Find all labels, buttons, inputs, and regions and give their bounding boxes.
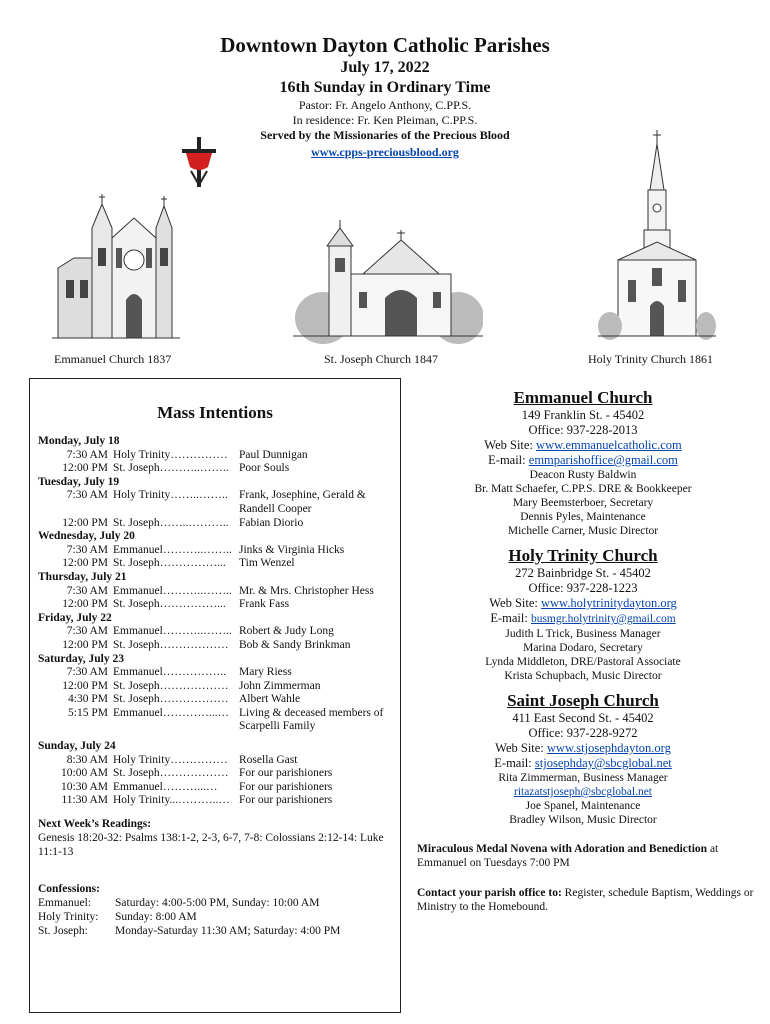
web-label: Web Site: [489, 596, 541, 610]
mass-day-heading: Monday, July 18 [38, 435, 120, 447]
mass-entry [38, 767, 398, 781]
novena-notice [417, 842, 757, 870]
website-link[interactable]: www.cpps-preciousblood.org [311, 145, 459, 159]
st-joseph-name: Saint Joseph Church [507, 691, 659, 710]
mass-intention: Rosella Gast [239, 753, 298, 766]
mass-time: 11:30 AM [61, 794, 108, 807]
confessions-label: Confessions: [38, 883, 100, 895]
holy-trinity-name: Holy Trinity Church [508, 546, 658, 565]
mass-place: Emmanuel………..…….. [113, 543, 232, 556]
mass-entry [38, 544, 398, 558]
mass-place: Emmanuel…………….. [113, 666, 227, 679]
staff-line: Dennis Pyles, Maintenance [520, 511, 646, 523]
page-title: Downtown Dayton Catholic Parishes [220, 33, 550, 57]
mass-time: 4:30 PM [68, 693, 108, 706]
web-label: Web Site: [484, 438, 537, 452]
staff-line: Bradley Wilson, Music Director [509, 814, 657, 826]
mass-place: St. Joseph……………… [113, 679, 229, 692]
emmanuel-info [408, 388, 758, 538]
mass-place: Holy Trinity…………… [113, 753, 228, 766]
mass-place: St. Joseph……..……….. [113, 516, 229, 529]
mass-place: St. Joseph………..…….. [113, 462, 229, 475]
st-joseph-email-link[interactable]: stjosephday@sbcglobal.net [534, 756, 672, 770]
emmanuel-name: Emmanuel Church [513, 388, 653, 407]
mass-time: 7:30 AM [66, 625, 108, 638]
mass-time: 12:00 PM [62, 557, 108, 570]
readings-label: Next Week’s Readings: [38, 818, 152, 830]
mass-time: 12:00 PM [62, 516, 108, 529]
mass-intention: Fabian Diorio [239, 516, 304, 529]
mass-place: Emmanuel………...… [113, 780, 218, 793]
mass-place: Holy Trinity…………… [113, 448, 228, 461]
mass-time: 7:30 AM [66, 584, 108, 597]
mass-intentions-box [29, 378, 401, 1013]
liturgical-day: 16th Sunday in Ordinary Time [279, 79, 491, 96]
st-joseph-address: 411 East Second St. - 45402 [512, 711, 654, 725]
mass-intention: For our parishioners [239, 780, 333, 793]
staff-line: Br. Matt Schaefer, C.PP.S. DRE & Bookkeeper [474, 483, 692, 495]
confessions-section [38, 882, 398, 938]
st-joseph-church-image [293, 218, 483, 344]
mass-time: 12:00 PM [62, 638, 108, 651]
mass-entry [38, 517, 398, 531]
staff-line: Judith L Trick, Business Manager [505, 628, 661, 640]
mass-time: 10:00 AM [61, 767, 108, 780]
holy-trinity-caption: Holy Trinity Church 1861 [588, 352, 714, 366]
st-joseph-website-link[interactable]: www.stjosephdayton.org [546, 741, 671, 755]
mass-time: 7:30 AM [66, 666, 108, 679]
mass-intentions-title: Mass Intentions [157, 403, 273, 422]
contact-text: Register, schedule Baptism, Weddings or Ministry to the Homebound. [417, 887, 754, 913]
mass-time: 12:00 PM [62, 462, 108, 475]
email-label: E-mail: [488, 453, 529, 467]
mass-intention: Tim Wenzel [239, 557, 295, 570]
mass-day-heading: Saturday, July 23 [38, 652, 124, 665]
mass-time: 7:30 AM [66, 543, 108, 556]
mass-intention: For our parishioners [239, 767, 333, 780]
bulletin-date: July 17, 2022 [340, 59, 430, 76]
confession-times: Saturday: 4:00-5:00 PM, Sunday: 10:00 AM [115, 897, 320, 909]
mass-place: St. Joseph……………… [113, 638, 229, 651]
mass-intention: Poor Souls [239, 462, 290, 475]
mass-place: Emmanuel…………...… [113, 706, 229, 719]
confession-church: Emmanuel: [38, 897, 92, 909]
mass-time: 7:30 AM [66, 489, 108, 502]
mass-entry [38, 754, 398, 768]
served-by-line: Served by the Missionaries of the Precious Blood [260, 128, 510, 142]
staff-line: Joe Spanel, Maintenance [525, 800, 641, 812]
mass-entry [38, 625, 398, 639]
emmanuel-address: 149 Franklin St. - 45402 [521, 408, 645, 422]
mass-intentions-list [38, 435, 398, 808]
pastor-line: Pastor: Fr. Angelo Anthony, C.PP.S. [298, 98, 472, 112]
emmanuel-church-image [52, 188, 180, 346]
staff-line: Michelle Carner, Music Director [507, 525, 659, 537]
mass-intention: Living & deceased members of Scarpelli Family [239, 706, 384, 733]
emmanuel-office: Office: 937-228-2013 [528, 423, 638, 437]
mass-place: Holy Trinity……..…….. [113, 489, 228, 502]
mass-time: 10:30 AM [61, 780, 108, 793]
mass-intention: Albert Wahle [239, 693, 301, 706]
st-joseph-email-2-link[interactable]: ritazatstjoseph@sbcglobal.net [513, 786, 652, 798]
holy-trinity-info [408, 546, 758, 683]
mass-intention: Paul Dunnigan [239, 448, 308, 461]
confession-church: Holy Trinity: [38, 911, 99, 923]
mass-entry [38, 639, 398, 653]
mass-day-heading: Tuesday, July 19 [38, 475, 120, 488]
emmanuel-website-link[interactable]: www.emmanuelcatholic.com [536, 438, 682, 452]
holy-trinity-website-link[interactable]: www.holytrinitydayton.org [541, 596, 677, 610]
mass-intention: Mr. & Mrs. Christopher Hess [239, 584, 374, 597]
mass-entry [38, 449, 398, 463]
mass-place: Emmanuel………..…….. [113, 625, 232, 638]
confession-row [38, 924, 398, 938]
precious-blood-logo [178, 137, 220, 189]
novena-text: at Emmanuel on Tuesdays 7:00 PM [417, 843, 719, 869]
st-joseph-caption: St. Joseph Church 1847 [324, 352, 438, 366]
mass-entry [38, 598, 398, 612]
mass-day-heading: Sunday, July 24 [38, 740, 116, 753]
mass-intention: Frank Fass [239, 598, 290, 611]
mass-place: Holy Trinity...………..… [113, 794, 230, 807]
readings-section [38, 817, 398, 859]
mass-time: 12:00 PM [62, 679, 108, 692]
mass-intention: Bob & Sandy Brinkman [239, 638, 351, 651]
confession-row [38, 910, 398, 924]
mass-entry [38, 489, 398, 516]
mass-entry [38, 680, 398, 694]
mass-entry [38, 666, 398, 680]
mass-intention: Jinks & Virginia Hicks [239, 543, 345, 556]
mass-intention: John Zimmerman [239, 679, 321, 692]
mass-entry [38, 557, 398, 571]
contact-notice [417, 886, 757, 914]
mass-entry [38, 585, 398, 599]
mass-place: St. Joseph……………… [113, 693, 229, 706]
confession-times: Sunday: 8:00 AM [115, 911, 197, 923]
mass-entry [38, 794, 398, 808]
staff-line: Lynda Middleton, DRE/Pastoral Associate [485, 656, 681, 668]
mass-day-heading: Thursday, July 21 [38, 570, 127, 583]
st-joseph-office: Office: 937-228-9272 [528, 726, 638, 740]
mass-day-heading: Wednesday, July 20 [38, 530, 135, 543]
web-label: Web Site: [495, 741, 547, 755]
holy-trinity-address: 272 Bainbridge St. - 45402 [515, 566, 651, 580]
mass-place: St. Joseph……………... [113, 557, 226, 570]
novena-bold: Miraculous Medal Novena with Adoration and Benediction [417, 843, 708, 855]
readings-text: Genesis 18:20-32: Psalms 138:1-2, 2-3, 6-7, 7-8: Colossians 2:12-14: Luke 11:1-13 [38, 832, 384, 858]
email-label: E-mail: [490, 611, 531, 625]
church-directory [408, 388, 758, 827]
mass-time: 12:00 PM [62, 598, 108, 611]
staff-line: Rita Zimmerman, Business Manager [498, 772, 668, 784]
mass-time: 5:15 PM [68, 706, 108, 719]
emmanuel-email-link[interactable]: emmparishoffice@gmail.com [528, 453, 678, 467]
mass-place: Emmanuel………..…….. [113, 584, 232, 597]
mass-intention: Frank, Josephine, Gerald & Randell Cooper [239, 489, 366, 515]
st-joseph-info [408, 691, 758, 827]
email-label: E-mail: [494, 756, 535, 770]
mass-intention: Mary Riess [239, 666, 292, 679]
in-residence-line: In residence: Fr. Ken Pleiman, C.PP.S. [292, 113, 478, 127]
contact-bold: Contact your parish office to: [417, 887, 562, 899]
mass-time: 8:30 AM [66, 753, 108, 766]
mass-entry [38, 462, 398, 476]
confession-church: St. Joseph: [38, 925, 88, 937]
mass-entry [38, 707, 398, 734]
confession-times: Monday-Saturday 11:30 AM; Saturday: 4:00 PM [115, 925, 341, 937]
mass-time: 7:30 AM [66, 448, 108, 461]
holy-trinity-office: Office: 937-228-1223 [528, 581, 638, 595]
mass-place: St. Joseph……………... [113, 598, 226, 611]
staff-line: Marina Dodaro, Secretary [523, 642, 643, 654]
emmanuel-caption: Emmanuel Church 1837 [54, 352, 172, 366]
holy-trinity-email-link[interactable]: busmgr.holytrinity@gmail.com [530, 613, 676, 625]
mass-place: St. Joseph……………… [113, 767, 229, 780]
staff-line: Krista Schupbach, Music Director [504, 670, 662, 682]
mass-day-heading: Friday, July 22 [38, 611, 112, 624]
holy-trinity-church-image [598, 130, 716, 344]
mass-intention: For our parishioners [239, 794, 333, 807]
mass-intention: Robert & Judy Long [239, 625, 334, 638]
mass-entry [38, 781, 398, 795]
staff-line: Mary Beemsterboer, Secretary [512, 497, 654, 509]
confession-row [38, 896, 398, 910]
staff-line: Deacon Rusty Baldwin [529, 469, 637, 481]
mass-entry [38, 693, 398, 707]
